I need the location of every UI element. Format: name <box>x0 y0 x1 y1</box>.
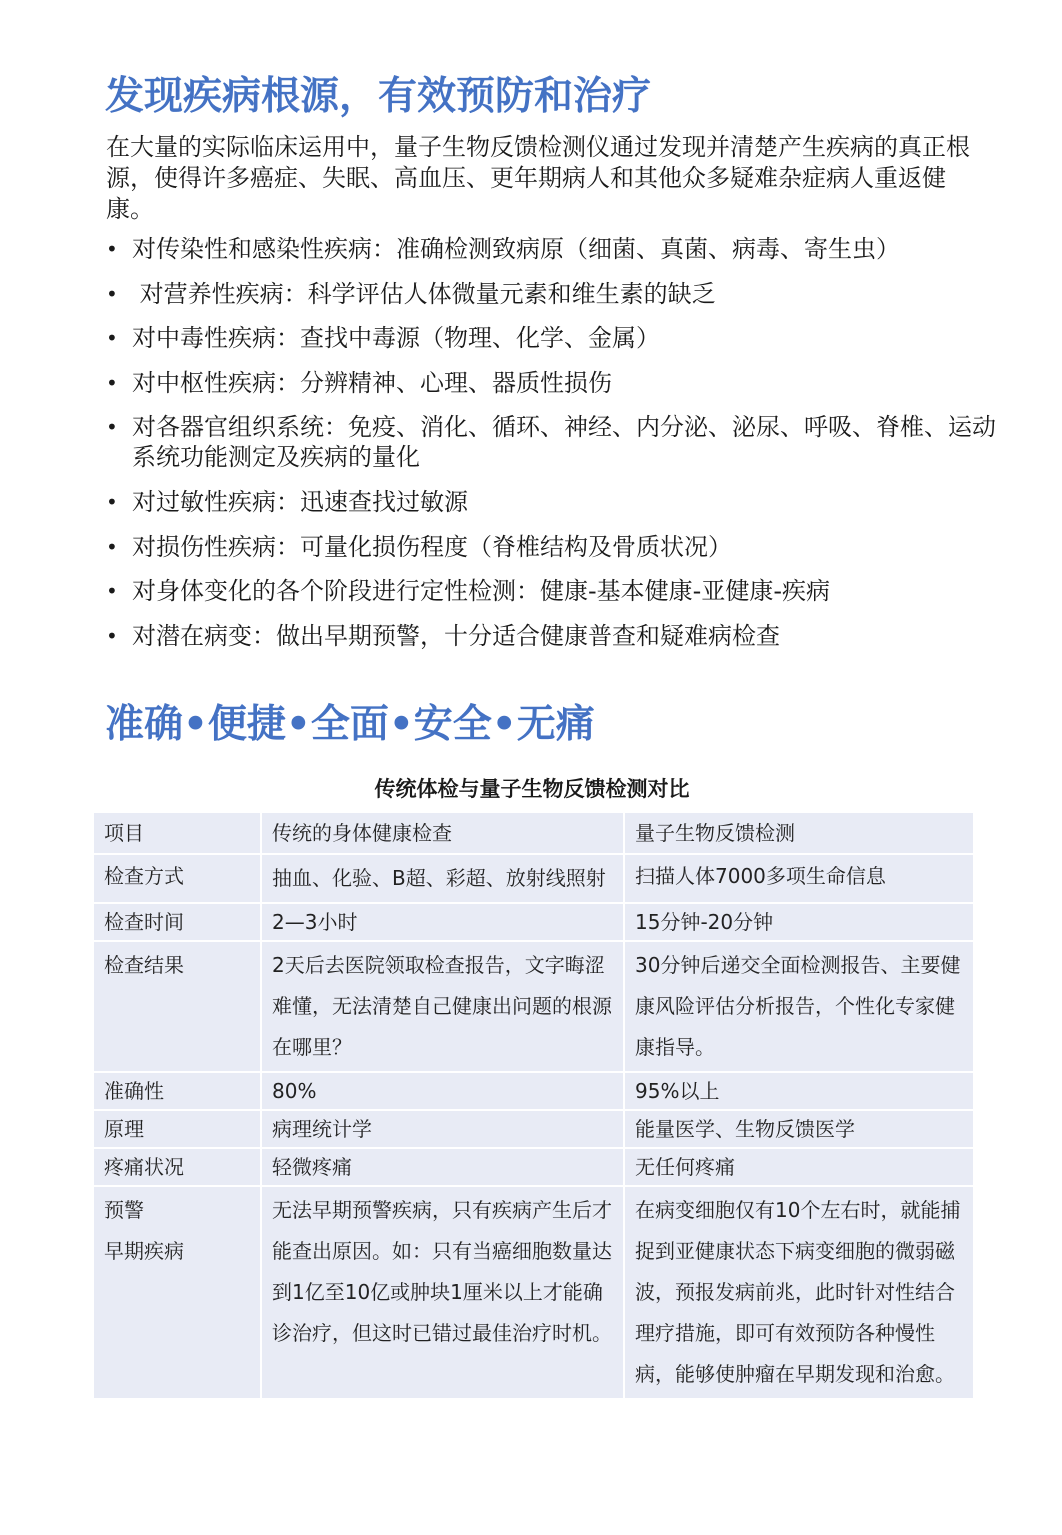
row-label-line: 预警 <box>104 1198 144 1222</box>
bullet-icon: • <box>106 281 118 306</box>
header-cell-quantum: 量子生物反馈检测 <box>624 812 974 854</box>
intro-paragraph: 在大量的实际临床运用中，量子生物反馈检测仪通过发现并清楚产生疾病的真正根源，使得许多癌症、失眠、高血压、更年期病人和其他众多疑难杂症病人重返健康。 <box>106 133 970 223</box>
header-cell-item: 项目 <box>93 812 261 854</box>
bullet-icon: • <box>106 370 118 395</box>
table-row <box>93 903 974 941</box>
row-label: 检查方式 <box>93 854 261 903</box>
table-title: 传统体检与量子生物反馈检测对比 <box>374 777 690 801</box>
table-header-row <box>93 812 974 854</box>
list-item: • 对过敏性疾病：迅速查找过敏源 <box>106 487 468 516</box>
list-item: • 对身体变化的各个阶段进行定性检测：健康-基本健康-亚健康-疾病 <box>106 577 830 606</box>
quantum-cell: 无任何疼痛 <box>624 1148 974 1186</box>
table-row <box>93 1110 974 1148</box>
quantum-cell: 30分钟后递交全面检测报告、主要健康风险评估分析报告，个性化专家健康指导。 <box>624 941 974 1072</box>
traditional-cell: 2—3小时 <box>261 903 624 941</box>
list-item: • 对损伤性疾病：可量化损伤程度（脊椎结构及骨质状况） <box>106 532 732 561</box>
traditional-cell: 2天后去医院领取检查报告，文字晦涩难懂，无法清楚自己健康出问题的根源在哪里？ <box>261 941 624 1072</box>
traditional-cell: 80% <box>261 1072 624 1110</box>
quantum-cell: 15分钟-20分钟 <box>624 903 974 941</box>
section-title-features: 准确•便捷•全面•安全•无痛 <box>105 702 595 747</box>
bullet-icon: • <box>106 326 118 351</box>
list-item: • 对中枢性疾病：分辨精神、心理、器质性损伤 <box>106 368 612 397</box>
traditional-cell: 病理统计学 <box>261 1110 624 1148</box>
table-row <box>93 1148 974 1186</box>
table-row <box>93 1186 974 1399</box>
list-item: • 对营养性疾病：科学评估人体微量元素和维生素的缺乏 <box>106 279 716 308</box>
row-label: 检查时间 <box>93 903 261 941</box>
row-label-line: 早期疾病 <box>104 1239 184 1263</box>
list-item: • 对各器官组织系统：免疫、消化、循环、神经、内分泌、泌尿、呼吸、脊椎、运动系统功能测定及疾病的量化 <box>106 413 996 472</box>
row-label: 检查结果 <box>93 941 261 1072</box>
header-cell-traditional: 传统的身体健康检查 <box>261 812 624 854</box>
section-title-root-cause: 发现疾病根源，有效预防和治疗 <box>105 74 652 119</box>
traditional-cell: 轻微疼痛 <box>261 1148 624 1186</box>
list-item: • 对潜在病变：做出早期预警，十分适合健康普查和疑难病检查 <box>106 621 780 650</box>
traditional-cell: 抽血、化验、B超、彩超、放射线照射 <box>261 854 624 903</box>
quantum-cell: 扫描人体7000多项生命信息 <box>624 854 974 903</box>
bullet-icon: • <box>106 623 118 648</box>
bullet-icon: • <box>106 489 118 514</box>
quantum-cell: 能量医学、生物反馈医学 <box>624 1110 974 1148</box>
table-row <box>93 1072 974 1110</box>
comparison-table <box>92 811 975 1400</box>
row-label: 准确性 <box>93 1072 261 1110</box>
list-item: • 对传染性和感染性疾病：准确检测致病原（细菌、真菌、病毒、寄生虫） <box>106 235 900 263</box>
row-label: 原理 <box>93 1110 261 1148</box>
list-item: • 对中毒性疾病：查找中毒源（物理、化学、金属） <box>106 324 660 353</box>
quantum-cell: 95%以上 <box>624 1072 974 1110</box>
traditional-cell: 无法早期预警疾病，只有疾病产生后才能查出原因。如：只有当癌细胞数量达到1亿至10亿或肿块1厘米以上才能确诊治疗，但这时已错过最佳治疗时机。 <box>261 1186 624 1399</box>
bullet-icon: • <box>106 415 118 440</box>
benefit-list <box>106 234 1006 665</box>
table-row <box>93 941 974 1072</box>
row-label <box>93 1186 261 1399</box>
table-row <box>93 854 974 903</box>
bullet-icon: • <box>106 534 118 559</box>
quantum-cell: 在病变细胞仅有10个左右时，就能捕捉到亚健康状态下病变细胞的微弱磁波，预报发病前兆，此时针对性结合理疗措施，即可有效预防各种慢性病，能够使肿瘤在早期发现和治愈。 <box>624 1186 974 1399</box>
row-label: 疼痛状况 <box>93 1148 261 1186</box>
bullet-icon: • <box>106 237 118 261</box>
bullet-icon: • <box>106 579 118 604</box>
